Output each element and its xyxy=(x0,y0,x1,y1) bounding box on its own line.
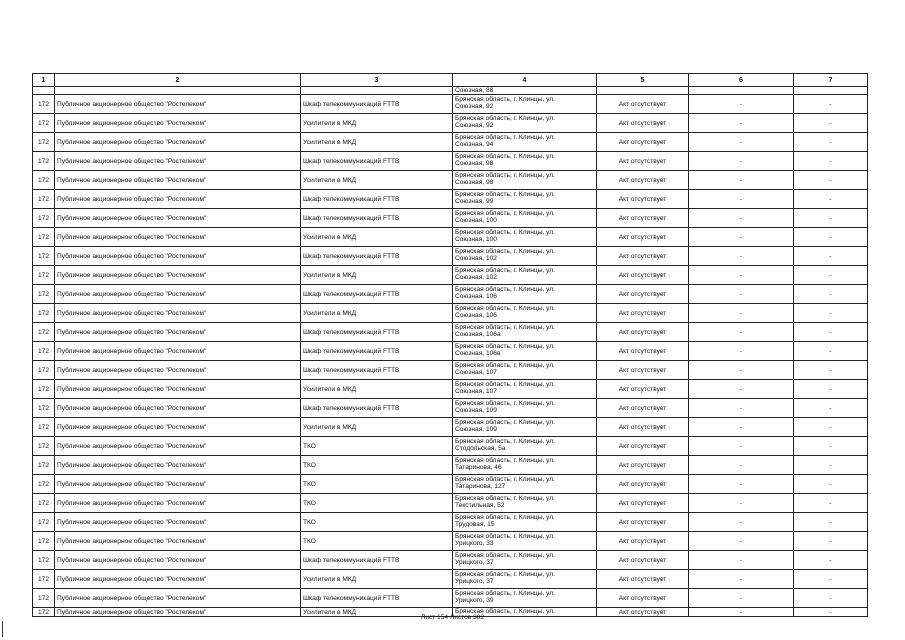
address-line-2: Урицкого, 37 xyxy=(455,559,494,566)
column-7-value: - xyxy=(794,114,868,133)
row-number: 172 xyxy=(33,285,55,304)
address-line-1: Брянская область, г. Клинцы, ул. xyxy=(455,590,555,597)
row-number: 172 xyxy=(33,513,55,532)
table-row xyxy=(33,342,868,361)
column-6-value: - xyxy=(689,532,794,551)
col-header-5: 5 xyxy=(597,74,689,87)
address xyxy=(453,437,597,456)
column-7-value: - xyxy=(794,285,868,304)
object-type: Шкаф телекоммуникаций FTTB xyxy=(301,361,453,380)
table-row xyxy=(33,551,868,570)
address xyxy=(453,380,597,399)
object-type: ТКО xyxy=(301,494,453,513)
address xyxy=(453,285,597,304)
row-number: 172 xyxy=(33,418,55,437)
act-status: Акт отсутствует xyxy=(597,589,689,608)
column-7-value: - xyxy=(794,418,868,437)
address-line-1: Брянская область, г. Клинцы, ул. xyxy=(455,438,555,445)
act-status: Акт отсутствует xyxy=(597,114,689,133)
column-7-value: - xyxy=(794,380,868,399)
organization-name: Публичное акционерное общество "Ростелеком" xyxy=(55,570,301,589)
address-line-2: Союзная, 106в xyxy=(455,350,501,357)
address xyxy=(453,570,597,589)
row-number: 172 xyxy=(33,190,55,209)
organization-name: Публичное акционерное общество "Ростелеком" xyxy=(55,323,301,342)
column-7-value: - xyxy=(794,304,868,323)
organization-name: Публичное акционерное общество "Ростелеком" xyxy=(55,551,301,570)
column-6-value: - xyxy=(689,342,794,361)
registry-table xyxy=(32,73,868,617)
organization-name: Публичное акционерное общество "Ростелеком" xyxy=(55,114,301,133)
row-number: 172 xyxy=(33,551,55,570)
address-line-1: Брянская область, г. Клинцы, ул. xyxy=(455,495,555,502)
address xyxy=(453,456,597,475)
col-header-4: 4 xyxy=(453,74,597,87)
address-line-2: Трудовая, 15 xyxy=(455,521,495,528)
address xyxy=(453,513,597,532)
act-status: Акт отсутствует xyxy=(597,532,689,551)
table-row xyxy=(33,399,868,418)
column-7-value: - xyxy=(794,570,868,589)
act-status: Акт отсутствует xyxy=(597,475,689,494)
object-type: Шкаф телекоммуникаций FTTB xyxy=(301,399,453,418)
column-6-value: - xyxy=(689,437,794,456)
table-row xyxy=(33,589,868,608)
column-6-value: - xyxy=(689,380,794,399)
row-number: 172 xyxy=(33,570,55,589)
table-row xyxy=(33,418,868,437)
object-type: Шкаф телекоммуникаций FTTB xyxy=(301,323,453,342)
address-line-2: Союзная, 106а xyxy=(455,331,501,338)
object-type: ТКО xyxy=(301,475,453,494)
organization-name: Публичное акционерное общество "Ростелеком" xyxy=(55,247,301,266)
column-6-value: - xyxy=(689,228,794,247)
address-line-1: Брянская область, г. Клинцы, ул. xyxy=(455,419,555,426)
object-type: Шкаф телекоммуникаций FTTB xyxy=(301,247,453,266)
address-line-1: Брянская область, г. Клинцы, ул. xyxy=(455,533,555,540)
object-type: ТКО xyxy=(301,513,453,532)
column-6-value: - xyxy=(689,209,794,228)
table-row xyxy=(33,133,868,152)
column-7-value: - xyxy=(794,247,868,266)
address-line-1: Брянская область, г. Клинцы, ул. xyxy=(455,229,555,236)
col-header-1: 1 xyxy=(33,74,55,87)
row-number: 172 xyxy=(33,532,55,551)
address-line-2: Татаринова, 127 xyxy=(455,483,506,490)
act-status: Акт отсутствует xyxy=(597,171,689,190)
column-6-value: - xyxy=(689,171,794,190)
table-row xyxy=(33,114,868,133)
organization-name: Публичное акционерное общество "Ростелеком" xyxy=(55,209,301,228)
address-line-1: Брянская область, г. Клинцы, ул. xyxy=(455,210,555,217)
address xyxy=(453,475,597,494)
column-7-value: - xyxy=(794,152,868,171)
address-line-2: Союзная, 102 xyxy=(455,274,497,281)
address-line-1: Брянская область, г. Клинцы, ул. xyxy=(455,305,555,312)
row-number: 172 xyxy=(33,95,55,114)
address-line-2: Союзная, 92 xyxy=(455,103,494,110)
address-line-2: Урицкого, 39 xyxy=(455,597,494,604)
object-type: Усилители в МКД xyxy=(301,228,453,247)
table-row xyxy=(33,304,868,323)
organization-name: Публичное акционерное общество "Ростелеком" xyxy=(55,532,301,551)
page-footer: Лист 154 Листов 302 xyxy=(420,614,485,621)
column-6-value: - xyxy=(689,361,794,380)
table-row xyxy=(33,285,868,304)
address-line-1: Брянская область, г. Клинцы, ул. xyxy=(455,457,555,464)
col-header-3: 3 xyxy=(301,74,453,87)
organization-name: Публичное акционерное общество "Ростелеком" xyxy=(55,437,301,456)
column-6-value: - xyxy=(689,456,794,475)
address xyxy=(453,95,597,114)
organization-name: Публичное акционерное общество "Ростелеком" xyxy=(55,152,301,171)
address xyxy=(453,247,597,266)
address xyxy=(453,361,597,380)
act-status: Акт отсутствует xyxy=(597,247,689,266)
organization-name: Публичное акционерное общество "Ростелеком" xyxy=(55,228,301,247)
object-type: Усилители в МКД xyxy=(301,380,453,399)
table-row xyxy=(33,380,868,399)
object-type: Шкаф телекоммуникаций FTTB xyxy=(301,551,453,570)
address xyxy=(453,342,597,361)
address xyxy=(453,494,597,513)
column-6-value: - xyxy=(689,285,794,304)
column-7-value: - xyxy=(794,190,868,209)
object-type: Усилители в МКД xyxy=(301,171,453,190)
object-type: Шкаф телекоммуникаций FTTB xyxy=(301,285,453,304)
continuation-row xyxy=(33,87,868,95)
act-status: Акт отсутствует xyxy=(597,133,689,152)
column-7-value: - xyxy=(794,456,868,475)
document-sheet xyxy=(32,73,867,617)
address-line-1: Брянская область, г. Клинцы, ул. xyxy=(455,571,555,578)
row-number: 172 xyxy=(33,304,55,323)
organization-name: Публичное акционерное общество "Ростелеком" xyxy=(55,475,301,494)
address-line-2: Татаринова, 46 xyxy=(455,464,502,471)
table-row xyxy=(33,570,868,589)
column-6-value: - xyxy=(689,608,794,617)
object-type: ТКО xyxy=(301,437,453,456)
address-line-2: Стодольская, 5а xyxy=(455,445,506,452)
act-status: Акт отсутствует xyxy=(597,361,689,380)
address xyxy=(453,209,597,228)
object-type: Шкаф телекоммуникаций FTTB xyxy=(301,152,453,171)
row-number: 172 xyxy=(33,228,55,247)
object-type: Шкаф телекоммуникаций FTTB xyxy=(301,209,453,228)
address-line-2: Урицкого, 37 xyxy=(455,578,494,585)
column-6-value: - xyxy=(689,247,794,266)
address-line-1: Брянская область, г. Клинцы, ул. xyxy=(455,248,555,255)
column-6-value: - xyxy=(689,95,794,114)
act-status: Акт отсутствует xyxy=(597,342,689,361)
act-status: Акт отсутствует xyxy=(597,456,689,475)
act-status: Акт отсутствует xyxy=(597,513,689,532)
act-status: Акт отсутствует xyxy=(597,323,689,342)
row-number: 172 xyxy=(33,437,55,456)
scan-mark xyxy=(2,621,3,637)
address-line-1: Брянская область, г. Клинцы, ул. xyxy=(455,191,555,198)
column-7-value: - xyxy=(794,133,868,152)
address xyxy=(453,304,597,323)
act-status: Акт отсутствует xyxy=(597,551,689,570)
table-row xyxy=(33,190,868,209)
organization-name: Публичное акционерное общество "Ростелеком" xyxy=(55,171,301,190)
address xyxy=(453,266,597,285)
column-7-value: - xyxy=(794,551,868,570)
address-line-2: Союзная, 99 xyxy=(455,198,494,205)
column-7-value: - xyxy=(794,437,868,456)
column-6-value: - xyxy=(689,589,794,608)
address-line-1: Брянская область, г. Клинцы, ул. xyxy=(455,362,555,369)
column-7-value: - xyxy=(794,589,868,608)
address-line-2: Союзная, 106 xyxy=(455,293,497,300)
address-line-2: Союзная, 100 xyxy=(455,236,497,243)
table-row xyxy=(33,323,868,342)
column-7-value: - xyxy=(794,608,868,617)
address-line-2: Союзная, 109 xyxy=(455,407,497,414)
address: Брянская область, г. Клинцы, ул. xyxy=(453,608,597,617)
column-7-value: - xyxy=(794,494,868,513)
organization-name: Публичное акционерное общество "Ростелеком" xyxy=(55,285,301,304)
act-status: Акт отсутствует xyxy=(597,494,689,513)
column-6-value: - xyxy=(689,399,794,418)
address xyxy=(453,418,597,437)
column-6-value: - xyxy=(689,418,794,437)
address xyxy=(453,532,597,551)
organization-name: Публичное акционерное общество "Ростелеком" xyxy=(55,608,301,617)
table-row xyxy=(33,456,868,475)
organization-name: Публичное акционерное общество "Ростелеком" xyxy=(55,418,301,437)
organization-name: Публичное акционерное общество "Ростелеком" xyxy=(55,399,301,418)
column-7-value: - xyxy=(794,399,868,418)
column-6-value: - xyxy=(689,304,794,323)
column-6-value: - xyxy=(689,190,794,209)
column-7-value: - xyxy=(794,475,868,494)
col-header-2: 2 xyxy=(55,74,301,87)
address-line-2: Союзная, 107 xyxy=(455,369,497,376)
column-6-value: - xyxy=(689,133,794,152)
table-row xyxy=(33,266,868,285)
object-type: ТКО xyxy=(301,456,453,475)
address-line-1: Брянская область, г. Клинцы, ул. xyxy=(455,552,555,559)
row-number: 172 xyxy=(33,475,55,494)
object-type: Усилители в МКД xyxy=(301,570,453,589)
row-number: 172 xyxy=(33,342,55,361)
row-number: 172 xyxy=(33,608,55,617)
address-line-1: Брянская область, г. Клинцы, ул. xyxy=(455,172,555,179)
row-number: 172 xyxy=(33,494,55,513)
address-line-1: Брянская область, г. Клинцы, ул. xyxy=(455,381,555,388)
address xyxy=(453,551,597,570)
row-number: 172 xyxy=(33,152,55,171)
address xyxy=(453,152,597,171)
act-status: Акт отсутствует xyxy=(597,266,689,285)
address-line-2: Союзная, 107 xyxy=(455,388,497,395)
object-type: Усилители в МКД xyxy=(301,133,453,152)
act-status: Акт отсутствует xyxy=(597,437,689,456)
address-line-2: Текстильная, 52 xyxy=(455,502,505,509)
column-6-value: - xyxy=(689,152,794,171)
address-line-2: Союзная, 109 xyxy=(455,426,497,433)
table-row xyxy=(33,171,868,190)
table-row xyxy=(33,513,868,532)
continuation-address: Союзная, 88 xyxy=(453,87,597,95)
address-line-2: Союзная, 102 xyxy=(455,255,497,262)
column-6-value: - xyxy=(689,570,794,589)
table-row xyxy=(33,532,868,551)
act-status: Акт отсутствует xyxy=(597,228,689,247)
column-7-value: - xyxy=(794,361,868,380)
object-type: Шкаф телекоммуникаций FTTB xyxy=(301,95,453,114)
column-7-value: - xyxy=(794,323,868,342)
table-row xyxy=(33,95,868,114)
address-line-2: Союзная, 98 xyxy=(455,160,494,167)
act-status: Акт отсутствует xyxy=(597,209,689,228)
act-status: Акт отсутствует xyxy=(597,399,689,418)
object-type: ТКО xyxy=(301,532,453,551)
organization-name: Публичное акционерное общество "Ростелеком" xyxy=(55,380,301,399)
column-6-value: - xyxy=(689,266,794,285)
row-number: 172 xyxy=(33,323,55,342)
address-line-2: Союзная, 98 xyxy=(455,179,494,186)
object-type: Шкаф телекоммуникаций FTTB xyxy=(301,342,453,361)
address xyxy=(453,171,597,190)
row-number: 172 xyxy=(33,266,55,285)
column-7-value: - xyxy=(794,171,868,190)
organization-name: Публичное акционерное общество "Ростелеком" xyxy=(55,190,301,209)
address-line-1: Брянская область, г. Клинцы, ул. xyxy=(455,400,555,407)
act-status: Акт отсутствует xyxy=(597,304,689,323)
column-7-value: - xyxy=(794,532,868,551)
address xyxy=(453,114,597,133)
address-line-2: Урицкого, 33 xyxy=(455,540,494,547)
header-row xyxy=(33,74,868,87)
address xyxy=(453,399,597,418)
column-6-value: - xyxy=(689,114,794,133)
address xyxy=(453,323,597,342)
table-row xyxy=(33,228,868,247)
col-header-6: 6 xyxy=(689,74,794,87)
organization-name: Публичное акционерное общество "Ростелеком" xyxy=(55,361,301,380)
address-line-1: Брянская область, г. Клинцы, ул. xyxy=(455,343,555,350)
object-type: Усилители в МКД xyxy=(301,266,453,285)
row-number: 172 xyxy=(33,171,55,190)
row-number: 172 xyxy=(33,589,55,608)
column-6-value: - xyxy=(689,323,794,342)
row-number: 172 xyxy=(33,361,55,380)
organization-name: Публичное акционерное общество "Ростелеком" xyxy=(55,589,301,608)
table-row xyxy=(33,361,868,380)
table-row xyxy=(33,475,868,494)
column-7-value: - xyxy=(794,266,868,285)
organization-name: Публичное акционерное общество "Ростелеком" xyxy=(55,95,301,114)
organization-name: Публичное акционерное общество "Ростелеком" xyxy=(55,304,301,323)
address xyxy=(453,133,597,152)
organization-name: Публичное акционерное общество "Ростелеком" xyxy=(55,342,301,361)
table-row xyxy=(33,494,868,513)
address-line-1: Брянская область, г. Клинцы, ул. xyxy=(455,476,555,483)
column-7-value: - xyxy=(794,228,868,247)
address xyxy=(453,228,597,247)
act-status: Акт отсутствует xyxy=(597,380,689,399)
organization-name: Публичное акционерное общество "Ростелеком" xyxy=(55,133,301,152)
table-row xyxy=(33,437,868,456)
row-number: 172 xyxy=(33,399,55,418)
column-6-value: - xyxy=(689,513,794,532)
act-status: Акт отсутствует xyxy=(597,95,689,114)
row-number: 172 xyxy=(33,209,55,228)
organization-name: Публичное акционерное общество "Ростелеком" xyxy=(55,494,301,513)
column-7-value: - xyxy=(794,513,868,532)
act-status: Акт отсутствует xyxy=(597,570,689,589)
object-type: Усилители в МКД xyxy=(301,304,453,323)
column-7-value: - xyxy=(794,342,868,361)
act-status: Акт отсутствует xyxy=(597,285,689,304)
row-number: 172 xyxy=(33,456,55,475)
object-type: Шкаф телекоммуникаций FTTB xyxy=(301,190,453,209)
table-row xyxy=(33,247,868,266)
column-6-value: - xyxy=(689,475,794,494)
address-line-2: Союзная, 106 xyxy=(455,312,497,319)
row-number: 172 xyxy=(33,114,55,133)
address-line-1: Брянская область, г. Клинцы, ул. xyxy=(455,115,555,122)
column-6-value: - xyxy=(689,551,794,570)
table-row xyxy=(33,152,868,171)
organization-name: Публичное акционерное общество "Ростелеком" xyxy=(55,456,301,475)
act-status: Акт отсутствует xyxy=(597,190,689,209)
address xyxy=(453,589,597,608)
act-status: Акт отсутствует xyxy=(597,152,689,171)
address-line-2: Союзная, 94 xyxy=(455,141,494,148)
object-type: Усилители в МКД xyxy=(301,418,453,437)
address-line-1: Брянская область, г. Клинцы, ул. xyxy=(455,96,555,103)
object-type: Усилители в МКД xyxy=(301,114,453,133)
column-7-value: - xyxy=(794,209,868,228)
column-7-value: - xyxy=(794,95,868,114)
row-number: 172 xyxy=(33,247,55,266)
organization-name: Публичное акционерное общество "Ростелеком" xyxy=(55,266,301,285)
address-line-1: Брянская область, г. Клинцы, ул. xyxy=(455,324,555,331)
row-number: 172 xyxy=(33,133,55,152)
act-status: Акт отсутствует xyxy=(597,608,689,617)
address-line-1: Брянская область, г. Клинцы, ул. xyxy=(455,153,555,160)
address-line-1: Брянская область, г. Клинцы, ул. xyxy=(455,286,555,293)
col-header-7: 7 xyxy=(794,74,868,87)
address-line-2: Союзная, 100 xyxy=(455,217,497,224)
address-line-2: Союзная, 92 xyxy=(455,122,494,129)
address xyxy=(453,190,597,209)
act-status: Акт отсутствует xyxy=(597,418,689,437)
table-row xyxy=(33,209,868,228)
object-type: Усилители в МКД xyxy=(301,608,453,617)
address-line-1: Брянская область, г. Клинцы, ул. xyxy=(455,267,555,274)
address-line-1: Брянская область, г. Клинцы, ул. xyxy=(455,134,555,141)
column-6-value: - xyxy=(689,494,794,513)
row-number: 172 xyxy=(33,380,55,399)
organization-name: Публичное акционерное общество "Ростелеком" xyxy=(55,513,301,532)
address-line-1: Брянская область, г. Клинцы, ул. xyxy=(455,514,555,521)
object-type: Шкаф телекоммуникаций FTTB xyxy=(301,589,453,608)
